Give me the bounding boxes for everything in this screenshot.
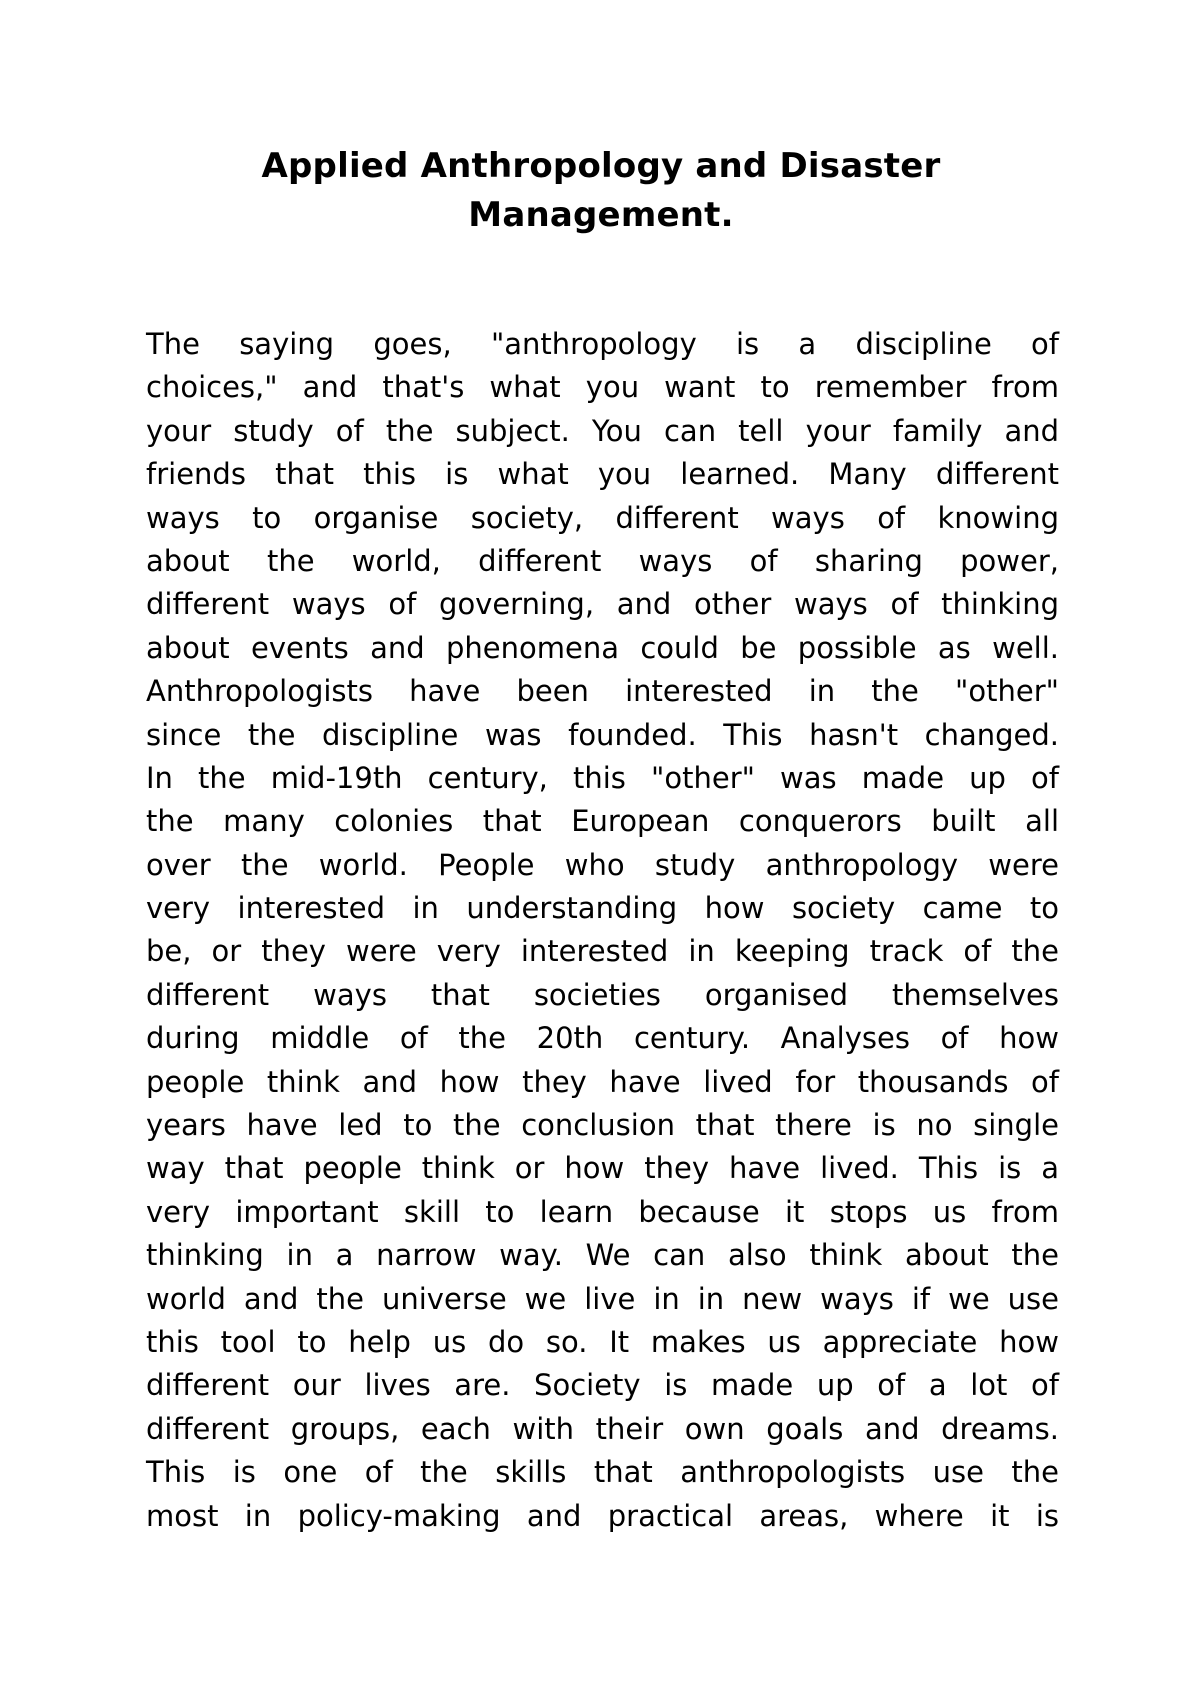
body-text-line: most in policy-making and practical areas, where it is: [146, 1498, 1059, 1533]
body-text-line: The saying goes, "anthropology is a discipline of: [146, 327, 1059, 361]
body-text-line: over the world. People who study anthropology were: [146, 847, 1059, 882]
body-text-line: very important skill to learn because it stops us from: [146, 1194, 1059, 1229]
body-text-line: different ways that societies organised themselves: [146, 977, 1059, 1012]
body-text-line: different groups, each with their own goals and dreams.: [146, 1411, 1059, 1446]
body-text-line: different our lives are. Society is made up of a lot of: [146, 1368, 1059, 1403]
body-text-line: your study of the subject. You can tell your family and: [146, 413, 1059, 448]
body-text-line: people think and how they have lived for thousands of: [146, 1064, 1059, 1099]
body-text-line: different ways of governing, and other ways of thinking: [146, 587, 1059, 622]
body-text-line: be, or they were very interested in keeping track of the: [146, 934, 1059, 969]
document-title: Applied Anthropology and Disaster Management.: [261, 146, 941, 235]
body-text-line: In the mid-19th century, this "other" was made up of: [146, 760, 1059, 795]
body-text-line: choices," and that's what you want to remember from: [146, 370, 1059, 405]
body-text-line: since the discipline was founded. This hasn't changed.: [146, 717, 1059, 752]
body-text-line: this tool to help us do so. It makes us appreciate how: [146, 1324, 1059, 1359]
body-text-line: about events and phenomena could be possible as well.: [146, 630, 1059, 665]
body-text-line: ways to organise society, different ways of knowing: [146, 500, 1059, 535]
body-text-line: years have led to the conclusion that there is no single: [146, 1108, 1059, 1143]
body-text-line: way that people think or how they have lived. This is a: [146, 1151, 1059, 1186]
body-text-line: thinking in a narrow way. We can also think about the: [146, 1238, 1059, 1273]
body-text-line: the many colonies that European conquerors built all: [146, 804, 1059, 839]
body-text-line: about the world, different ways of sharing power,: [146, 543, 1059, 578]
body-text-line: This is one of the skills that anthropologists use the: [146, 1455, 1059, 1490]
body-text-line: during middle of the 20th century. Analyses of how: [146, 1021, 1059, 1056]
body-text-line: Anthropologists have been interested in the "other": [146, 674, 1059, 709]
body-text-line: world and the universe we live in in new ways if we use: [146, 1281, 1059, 1316]
body-text-line: friends that this is what you learned. Many different: [146, 457, 1059, 492]
document-body: [146, 323, 1059, 1538]
body-text-line: very interested in understanding how society came to: [146, 891, 1059, 926]
